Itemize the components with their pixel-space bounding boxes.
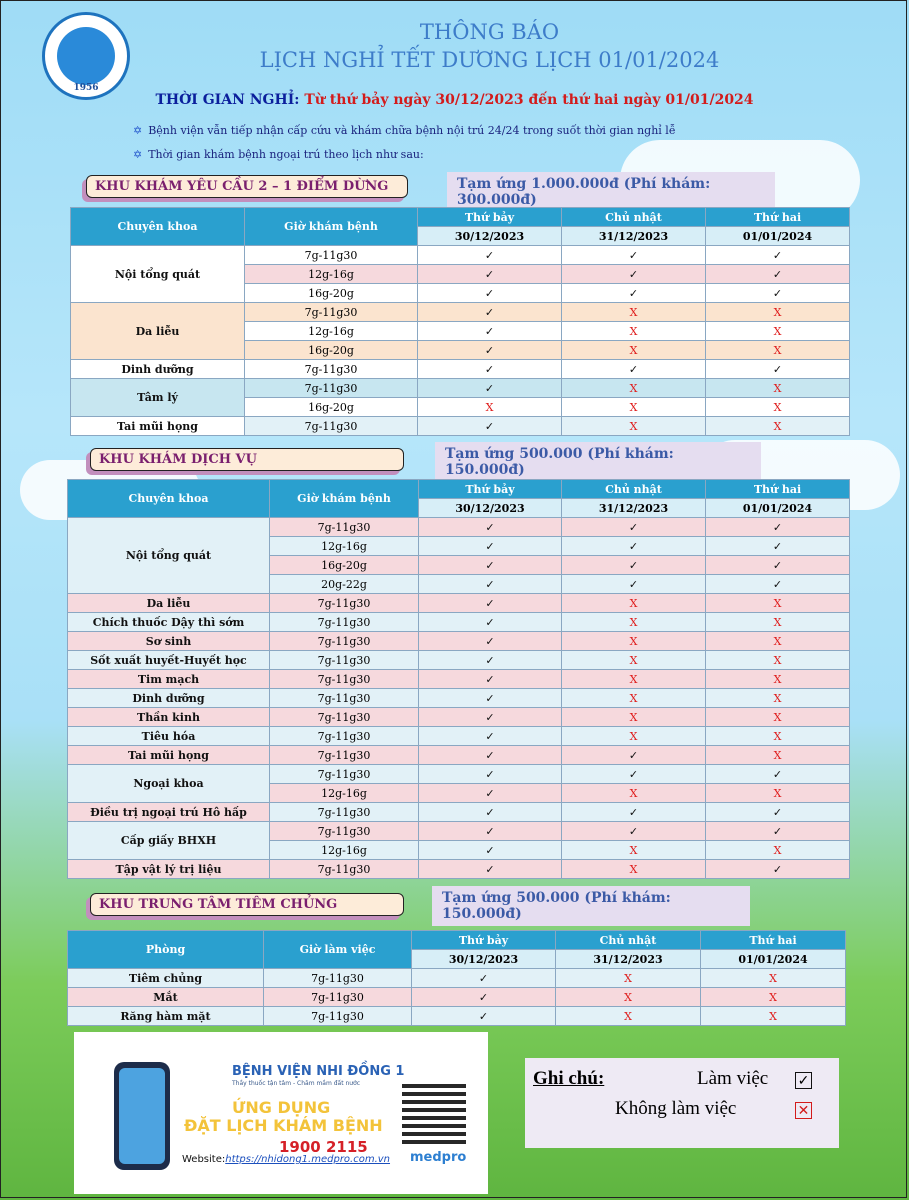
status-cell: ✓ — [412, 988, 556, 1007]
status-cell: ✓ — [706, 556, 850, 575]
specialty-cell: Điều trị ngoại trú Hô hấp — [68, 803, 270, 822]
website-link[interactable]: https://nhidong1.medpro.com.vn — [225, 1154, 391, 1165]
date-header: 31/12/2023 — [562, 227, 706, 246]
status-cell: ✓ — [706, 360, 850, 379]
banner-app-subtitle: ĐẶT LỊCH KHÁM BỆNH — [184, 1116, 383, 1135]
status-cell: X — [562, 303, 706, 322]
day-header: Thứ bảy — [419, 480, 562, 499]
status-cell: X — [418, 398, 562, 417]
status-cell: ✓ — [419, 632, 562, 651]
bullet-text: Bệnh viện vẫn tiếp nhận cấp cứu và khám chữa bệnh nội trú 24/24 trong suốt thời gian nghỉ lễ — [148, 124, 676, 137]
time-cell: 12g-16g — [270, 537, 419, 556]
status-cell: ✓ — [419, 784, 562, 803]
day-header: Thứ bảy — [412, 931, 556, 950]
time-cell: 20g-22g — [270, 575, 419, 594]
column-header: Giờ khám bệnh — [270, 480, 419, 518]
status-cell: ✓ — [419, 518, 562, 537]
status-cell: ✓ — [418, 417, 562, 436]
status-cell: ✓ — [418, 284, 562, 303]
status-cell: X — [562, 784, 706, 803]
status-cell: X — [562, 632, 706, 651]
status-cell: ✓ — [418, 246, 562, 265]
status-cell: X — [562, 322, 706, 341]
status-cell: ✓ — [562, 537, 706, 556]
time-cell: 7g-11g30 — [270, 708, 419, 727]
deposit-info: Tạm ứng 500.000 (Phí khám: 150.000đ) — [432, 886, 750, 926]
time-cell: 7g-11g30 — [270, 822, 419, 841]
status-cell: ✓ — [706, 518, 850, 537]
time-cell: 7g-11g30 — [245, 360, 418, 379]
medpro-logo: medpro — [410, 1150, 467, 1165]
status-cell: ✓ — [419, 670, 562, 689]
status-cell: ✓ — [419, 727, 562, 746]
banner-hospital-name: BỆNH VIỆN NHI ĐỒNG 1 — [232, 1064, 405, 1079]
status-cell: X — [706, 651, 850, 670]
status-cell: ✓ — [562, 265, 706, 284]
day-header: Chủ nhật — [556, 931, 701, 950]
day-header: Chủ nhật — [562, 208, 706, 227]
specialty-cell: Sốt xuất huyết-Huyết học — [68, 651, 270, 670]
status-cell: ✓ — [412, 1007, 556, 1026]
time-cell: 7g-11g30 — [270, 746, 419, 765]
status-cell: ✓ — [419, 537, 562, 556]
time-cell: 16g-20g — [245, 398, 418, 417]
status-cell: ✓ — [419, 841, 562, 860]
specialty-cell: Tập vật lý trị liệu — [68, 860, 270, 879]
period-label: THỜI GIAN NGHỈ: — [155, 92, 300, 108]
time-cell: 7g-11g30 — [270, 860, 419, 879]
day-header: Chủ nhật — [562, 480, 706, 499]
status-cell: ✓ — [419, 765, 562, 784]
time-cell: 12g-16g — [245, 265, 418, 284]
status-cell: X — [701, 1007, 846, 1026]
time-cell: 7g-11g30 — [270, 689, 419, 708]
column-header: Phòng — [68, 931, 264, 969]
status-cell: X — [701, 969, 846, 988]
time-cell: 7g-11g30 — [245, 417, 418, 436]
time-cell: 7g-11g30 — [245, 379, 418, 398]
status-cell: ✓ — [562, 803, 706, 822]
status-cell: X — [706, 841, 850, 860]
time-cell: 16g-20g — [270, 556, 419, 575]
status-cell: ✓ — [418, 265, 562, 284]
status-cell: ✓ — [706, 537, 850, 556]
status-cell: ✓ — [418, 360, 562, 379]
status-cell: ✓ — [418, 303, 562, 322]
status-cell: X — [562, 398, 706, 417]
legend-not-working: Không làm việc — [615, 1098, 737, 1119]
status-cell: X — [706, 594, 850, 613]
period-value: Từ thứ bảy ngày 30/12/2023 đến thứ hai ngày 01/01/2024 — [304, 92, 754, 108]
status-cell: X — [562, 841, 706, 860]
status-cell: ✓ — [706, 822, 850, 841]
specialty-cell: Cấp giấy BHXH — [68, 822, 270, 860]
specialty-cell: Chích thuốc Dậy thì sớm — [68, 613, 270, 632]
logo-year: 1956 — [73, 83, 99, 93]
specialty-cell: Tai mũi họng — [68, 746, 270, 765]
status-cell: ✓ — [706, 575, 850, 594]
section-title: KHU KHÁM DỊCH VỤ — [90, 448, 404, 471]
date-header: 30/12/2023 — [418, 227, 562, 246]
date-header: 31/12/2023 — [556, 950, 701, 969]
status-cell: ✓ — [706, 284, 850, 303]
specialty-cell: Dinh dưỡng — [71, 360, 245, 379]
status-cell: X — [562, 417, 706, 436]
day-header: Thứ hai — [701, 931, 846, 950]
day-header: Thứ hai — [706, 208, 850, 227]
check-box-icon: ✓ — [795, 1072, 812, 1089]
status-cell: ✓ — [419, 803, 562, 822]
status-cell: X — [562, 651, 706, 670]
page-title-line1: THÔNG BÁO — [419, 20, 560, 44]
time-cell: 16g-20g — [245, 341, 418, 360]
date-header: 01/01/2024 — [706, 227, 850, 246]
time-cell: 7g-11g30 — [270, 803, 419, 822]
status-cell: X — [706, 632, 850, 651]
star-icon: ✡ — [133, 148, 143, 161]
day-header: Thứ hai — [706, 480, 850, 499]
status-cell: X — [562, 708, 706, 727]
status-cell: X — [562, 594, 706, 613]
column-header: Chuyên khoa — [71, 208, 245, 246]
day-header: Thứ bảy — [418, 208, 562, 227]
status-cell: X — [706, 613, 850, 632]
status-cell: X — [562, 670, 706, 689]
column-header: Giờ khám bệnh — [245, 208, 418, 246]
legend-working: Làm việc — [697, 1068, 769, 1089]
status-cell: ✓ — [562, 518, 706, 537]
status-cell: X — [706, 727, 850, 746]
status-cell: X — [706, 670, 850, 689]
status-cell: X — [701, 988, 846, 1007]
status-cell: ✓ — [706, 803, 850, 822]
status-cell: ✓ — [419, 746, 562, 765]
status-cell: ✓ — [562, 284, 706, 303]
status-cell: ✓ — [562, 765, 706, 784]
status-cell: X — [562, 689, 706, 708]
date-header: 30/12/2023 — [419, 499, 562, 518]
status-cell: ✓ — [419, 594, 562, 613]
time-cell: 7g-11g30 — [270, 518, 419, 537]
time-cell: 7g-11g30 — [264, 969, 412, 988]
status-cell: ✓ — [562, 556, 706, 575]
specialty-cell: Tiêm chủng — [68, 969, 264, 988]
specialty-cell: Sơ sinh — [68, 632, 270, 651]
specialty-cell: Tâm lý — [71, 379, 245, 417]
time-cell: 7g-11g30 — [264, 1007, 412, 1026]
deposit-info: Tạm ứng 500.000 (Phí khám: 150.000đ) — [435, 442, 761, 482]
specialty-cell: Tim mạch — [68, 670, 270, 689]
banner-slogan: Thầy thuốc tận tâm - Chăm mầm đất nước — [232, 1080, 361, 1087]
time-cell: 12g-16g — [270, 784, 419, 803]
status-cell: X — [706, 398, 850, 417]
banner-app-title: ỨNG DỤNG — [232, 1098, 331, 1117]
status-cell: X — [706, 303, 850, 322]
banner-hotline: 1900 2115 — [279, 1138, 368, 1156]
website-label: Website: — [182, 1154, 226, 1165]
bullet-text: Thời gian khám bệnh ngoại trú theo lịch như sau: — [148, 148, 424, 161]
time-cell: 7g-11g30 — [245, 303, 418, 322]
time-cell: 16g-20g — [245, 284, 418, 303]
time-cell: 12g-16g — [270, 841, 419, 860]
status-cell: X — [706, 379, 850, 398]
time-cell: 12g-16g — [245, 322, 418, 341]
status-cell: ✓ — [418, 322, 562, 341]
specialty-cell: Tiêu hóa — [68, 727, 270, 746]
time-cell: 7g-11g30 — [270, 613, 419, 632]
status-cell: ✓ — [706, 765, 850, 784]
time-cell: 7g-11g30 — [270, 765, 419, 784]
time-cell: 7g-11g30 — [270, 727, 419, 746]
specialty-cell: Da liễu — [71, 303, 245, 360]
deposit-info: Tạm ứng 1.000.000đ (Phí khám: 300.000đ) — [447, 172, 775, 212]
status-cell: ✓ — [419, 708, 562, 727]
status-cell: ✓ — [706, 860, 850, 879]
column-header: Chuyên khoa — [68, 480, 270, 518]
status-cell: X — [562, 613, 706, 632]
status-cell: X — [562, 341, 706, 360]
section-title: KHU TRUNG TÂM TIÊM CHỦNG — [90, 893, 404, 916]
specialty-cell: Răng hàm mặt — [68, 1007, 264, 1026]
time-cell: 7g-11g30 — [245, 246, 418, 265]
status-cell: X — [562, 379, 706, 398]
status-cell: ✓ — [419, 575, 562, 594]
status-cell: ✓ — [706, 265, 850, 284]
status-cell: X — [556, 969, 701, 988]
specialty-cell: Thần kinh — [68, 708, 270, 727]
specialty-cell: Nội tổng quát — [68, 518, 270, 594]
specialty-cell: Ngoại khoa — [68, 765, 270, 803]
legend-title: Ghi chú: — [533, 1068, 605, 1089]
status-cell: X — [706, 708, 850, 727]
status-cell: X — [706, 322, 850, 341]
time-cell: 7g-11g30 — [270, 670, 419, 689]
time-cell: 7g-11g30 — [270, 594, 419, 613]
status-cell: ✓ — [418, 379, 562, 398]
time-cell: 7g-11g30 — [270, 632, 419, 651]
specialty-cell: Dinh dưỡng — [68, 689, 270, 708]
time-cell: 7g-11g30 — [264, 988, 412, 1007]
cross-box-icon: ✕ — [795, 1102, 812, 1119]
date-header: 01/01/2024 — [701, 950, 846, 969]
status-cell: ✓ — [419, 860, 562, 879]
status-cell: ✓ — [562, 246, 706, 265]
status-cell: ✓ — [412, 969, 556, 988]
specialty-cell: Tai mũi họng — [71, 417, 245, 436]
specialty-cell: Da liễu — [68, 594, 270, 613]
status-cell: ✓ — [562, 746, 706, 765]
status-cell: X — [706, 784, 850, 803]
status-cell: X — [706, 341, 850, 360]
section-title: KHU KHÁM YÊU CẦU 2 – 1 ĐIỂM DỪNG — [86, 175, 408, 198]
status-cell: ✓ — [419, 556, 562, 575]
status-cell: ✓ — [706, 246, 850, 265]
status-cell: ✓ — [562, 575, 706, 594]
specialty-cell: Mắt — [68, 988, 264, 1007]
date-header: 01/01/2024 — [706, 499, 850, 518]
status-cell: X — [706, 417, 850, 436]
status-cell: ✓ — [419, 651, 562, 670]
status-cell: ✓ — [562, 822, 706, 841]
status-cell: X — [706, 746, 850, 765]
date-header: 31/12/2023 — [562, 499, 706, 518]
status-cell: X — [562, 860, 706, 879]
status-cell: X — [556, 988, 701, 1007]
specialty-cell: Nội tổng quát — [71, 246, 245, 303]
status-cell: ✓ — [562, 360, 706, 379]
status-cell: ✓ — [419, 822, 562, 841]
star-icon: ✡ — [133, 124, 143, 137]
status-cell: X — [706, 689, 850, 708]
status-cell: ✓ — [419, 613, 562, 632]
status-cell: ✓ — [418, 341, 562, 360]
status-cell: X — [556, 1007, 701, 1026]
status-cell: X — [562, 727, 706, 746]
date-header: 30/12/2023 — [412, 950, 556, 969]
status-cell: ✓ — [419, 689, 562, 708]
column-header: Giờ làm việc — [264, 931, 412, 969]
time-cell: 7g-11g30 — [270, 651, 419, 670]
page-title-line2: LỊCH NGHỈ TẾT DƯƠNG LỊCH 01/01/2024 — [259, 48, 720, 72]
